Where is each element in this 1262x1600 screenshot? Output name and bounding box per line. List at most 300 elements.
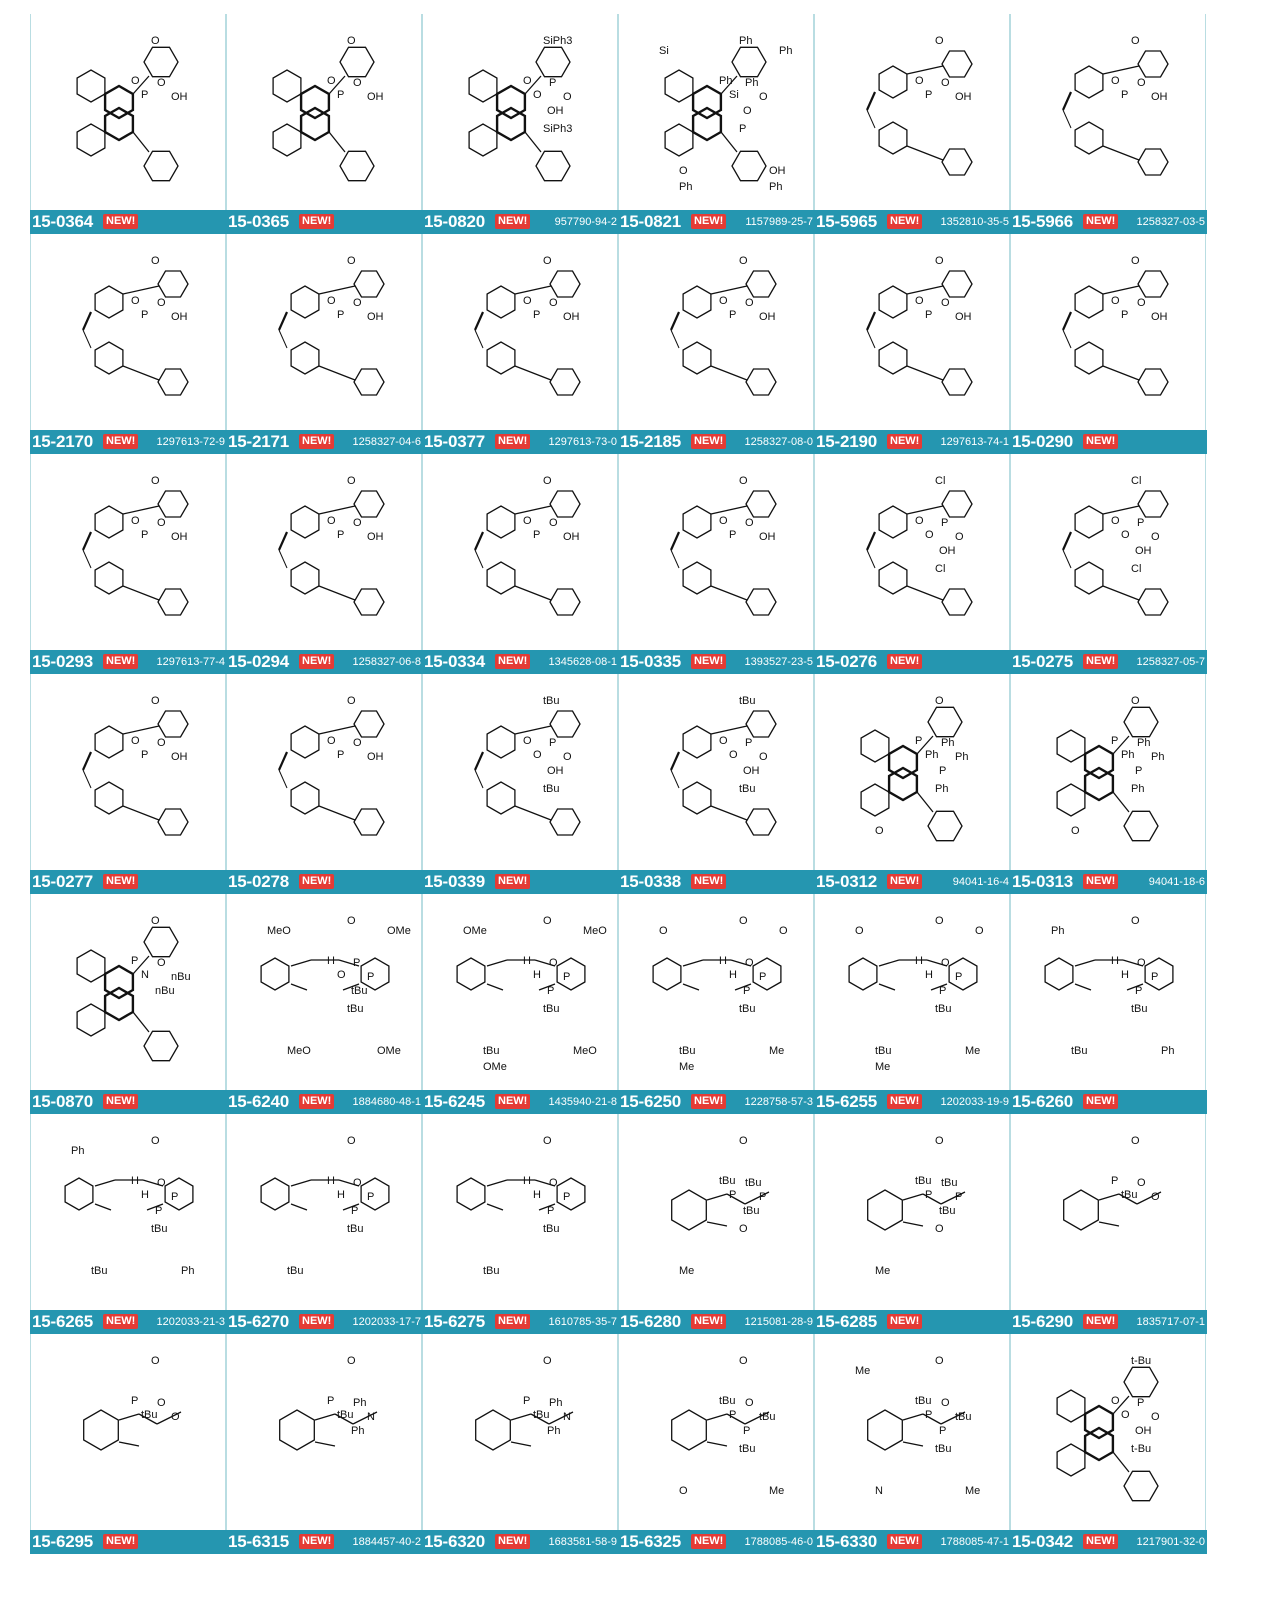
ring-bond: [1085, 1428, 1113, 1460]
product-label-bar: [814, 650, 1011, 674]
product-card[interactable]: [422, 1114, 618, 1334]
product-code[interactable]: 15-6285: [816, 1312, 877, 1331]
atom-label: O: [131, 735, 140, 747]
product-code[interactable]: 15-0294: [228, 652, 289, 671]
bond-line: [1103, 286, 1139, 294]
ring-bond: [354, 491, 384, 517]
structure-image: [815, 1114, 1011, 1310]
ring-bond: [753, 958, 781, 990]
product-code[interactable]: 15-6320: [424, 1532, 485, 1551]
bond-line: [83, 532, 91, 550]
atom-label: O: [1151, 1411, 1160, 1423]
atom-label: Ph: [1137, 737, 1151, 749]
ring-bond: [291, 506, 319, 538]
product-code[interactable]: 15-0339: [424, 872, 485, 891]
product-code[interactable]: 15-6290: [1012, 1312, 1073, 1331]
new-badge: NEW!: [691, 1534, 726, 1549]
atom-label: O: [549, 517, 558, 529]
atom-label: O: [779, 925, 788, 937]
atom-label: O: [327, 295, 336, 307]
atom-label: Ph: [549, 1397, 563, 1409]
atom-label: Cl: [1131, 563, 1142, 575]
product-card[interactable]: [1010, 234, 1206, 454]
product-card[interactable]: [1010, 14, 1206, 234]
atom-label: O: [1121, 529, 1130, 541]
bond-line: [1063, 312, 1071, 330]
atom-label: P: [759, 1191, 767, 1203]
bond-line: [319, 806, 355, 820]
ring-bond: [746, 271, 776, 297]
cas-number: 1884680-48-1: [352, 1096, 421, 1108]
bond-line: [917, 792, 933, 812]
new-badge: NEW!: [1083, 654, 1118, 669]
molecule-drawing: [423, 454, 619, 650]
product-card[interactable]: [1010, 894, 1206, 1114]
structure-image: [815, 14, 1011, 210]
atom-label: tBu: [739, 1443, 756, 1455]
ring-bond: [291, 286, 319, 318]
product-code[interactable]: 15-6325: [620, 1532, 681, 1551]
product-code[interactable]: 15-0276: [816, 652, 877, 671]
product-card[interactable]: [422, 894, 618, 1114]
new-badge: NEW!: [691, 1094, 726, 1109]
bond-line: [487, 960, 507, 966]
product-code[interactable]: 15-0364: [32, 212, 93, 231]
ring-bond: [95, 342, 123, 374]
atom-label: Ph: [181, 1265, 195, 1277]
product-card[interactable]: [618, 1334, 814, 1554]
product-code[interactable]: 15-0290: [1012, 432, 1073, 451]
product-card[interactable]: [814, 1334, 1010, 1554]
cas-number: 1297613-73-0: [548, 436, 617, 448]
ring-bond: [942, 271, 972, 297]
atom-label: P: [549, 737, 557, 749]
product-code[interactable]: 15-2190: [816, 432, 877, 451]
ring-bond: [77, 124, 105, 156]
new-badge: NEW!: [495, 654, 530, 669]
structure-image: [1011, 1334, 1207, 1530]
product-code[interactable]: 15-0313: [1012, 872, 1073, 891]
product-label-bar: [814, 870, 1011, 894]
atom-label: Ph: [745, 77, 759, 89]
product-card[interactable]: [422, 454, 618, 674]
atom-label: OH: [171, 531, 188, 543]
ring-bond: [653, 958, 681, 990]
structure-image: [227, 14, 423, 210]
ring-bond: [942, 149, 972, 175]
ring-bond: [1045, 958, 1073, 990]
product-code[interactable]: 15-0338: [620, 872, 681, 891]
new-badge: NEW!: [691, 654, 726, 669]
product-code[interactable]: 15-5965: [816, 212, 877, 231]
atom-label: P: [155, 1205, 163, 1217]
product-code[interactable]: 15-6330: [816, 1532, 877, 1551]
atom-label: P: [141, 309, 149, 321]
bond-line: [95, 1180, 115, 1186]
cas-number: 1258327-08-0: [744, 436, 813, 448]
bond-line: [475, 312, 483, 330]
product-code[interactable]: 15-6280: [620, 1312, 681, 1331]
structure-image: [1011, 454, 1207, 650]
product-code[interactable]: 15-6275: [424, 1312, 485, 1331]
product-card[interactable]: [1010, 674, 1206, 894]
product-code[interactable]: 15-6240: [228, 1092, 289, 1111]
atom-label: N: [563, 1411, 571, 1423]
bond-line: [907, 286, 943, 294]
atom-label: O: [935, 255, 944, 267]
bond-line: [1103, 66, 1139, 74]
new-badge: NEW!: [103, 1314, 138, 1329]
bond-line: [525, 132, 541, 152]
molecule-drawing: [1011, 234, 1207, 430]
bond-line: [515, 726, 551, 734]
product-label-bar: [814, 1090, 1011, 1114]
ring-bond: [746, 369, 776, 395]
atom-label: O: [347, 35, 356, 47]
atom-label: P: [939, 1425, 947, 1437]
ring-bond: [746, 491, 776, 517]
atom-label: MeO: [583, 925, 607, 937]
product-card[interactable]: [226, 674, 422, 894]
product-card[interactable]: [226, 894, 422, 1114]
bond-line: [903, 1442, 923, 1446]
product-label-bar: [422, 1310, 619, 1334]
ring-bond: [550, 589, 580, 615]
atom-label: Me: [769, 1045, 785, 1057]
structure-image: [31, 1334, 227, 1530]
atom-label: P: [925, 309, 933, 321]
product-card[interactable]: [814, 14, 1010, 234]
atom-label: O: [157, 1177, 166, 1189]
product-card[interactable]: [422, 14, 618, 234]
bond-line: [903, 1414, 923, 1420]
product-code[interactable]: 15-0870: [32, 1092, 93, 1111]
product-card[interactable]: [30, 234, 226, 454]
product-card[interactable]: [30, 674, 226, 894]
ring-bond: [1124, 707, 1158, 736]
cas-number: 1393527-23-5: [744, 656, 813, 668]
product-label-bar: [226, 210, 423, 234]
bond-line: [123, 726, 159, 734]
product-code[interactable]: 15-0820: [424, 212, 485, 231]
atom-label: tBu: [955, 1411, 972, 1423]
cas-number: 1258327-06-8: [352, 656, 421, 668]
product-code[interactable]: 15-5966: [1012, 212, 1073, 231]
molecule-drawing: [423, 14, 619, 210]
product-card[interactable]: [618, 1114, 814, 1334]
bond-line: [1075, 984, 1091, 990]
atom-label: P: [523, 1395, 531, 1407]
bond-line: [123, 806, 159, 820]
product-code[interactable]: 15-0335: [620, 652, 681, 671]
atom-label: Ph: [1051, 925, 1065, 937]
ring-bond: [469, 124, 497, 156]
product-card[interactable]: [618, 234, 814, 454]
product-code[interactable]: 15-0278: [228, 872, 289, 891]
atom-label: O: [915, 295, 924, 307]
ring-bond: [861, 730, 889, 762]
product-card[interactable]: [30, 14, 226, 234]
bond-line: [671, 312, 679, 330]
ring-bond: [1075, 122, 1103, 154]
product-code[interactable]: 15-6265: [32, 1312, 93, 1331]
atom-label: O: [925, 529, 934, 541]
atom-label: OH: [367, 531, 384, 543]
product-card[interactable]: [30, 454, 226, 674]
ring-bond: [261, 958, 289, 990]
atom-label: O: [151, 915, 160, 927]
atom-label: tBu: [141, 1409, 158, 1421]
ring-bond: [158, 711, 188, 737]
atom-label: O: [549, 1177, 558, 1189]
product-code[interactable]: 15-6315: [228, 1532, 289, 1551]
atom-label: P: [1137, 517, 1145, 529]
bond-line: [83, 550, 91, 568]
atom-label: O: [659, 925, 668, 937]
product-code[interactable]: 15-6255: [816, 1092, 877, 1111]
product-card[interactable]: [814, 674, 1010, 894]
structure-image: [227, 1114, 423, 1310]
molecule-drawing: [1011, 1334, 1207, 1530]
atom-label: P: [743, 1425, 751, 1437]
cas-number: 1788085-47-1: [940, 1536, 1009, 1548]
cas-number: 957790-94-2: [554, 216, 617, 228]
product-card[interactable]: [30, 1114, 226, 1334]
atom-label: O: [739, 1355, 748, 1367]
product-label-bar: [618, 650, 815, 674]
ring-bond: [928, 707, 962, 736]
bond-line: [475, 330, 483, 348]
atom-label: P: [141, 749, 149, 761]
atom-label: OH: [955, 91, 972, 103]
new-badge: NEW!: [887, 1094, 922, 1109]
ring-bond: [77, 950, 105, 982]
ring-bond: [144, 1031, 178, 1060]
product-card[interactable]: [618, 674, 814, 894]
atom-label: O: [941, 957, 950, 969]
atom-label: H: [719, 955, 727, 967]
ring-bond: [1057, 784, 1085, 816]
structure-image: [815, 454, 1011, 650]
ring-bond: [158, 589, 188, 615]
product-code[interactable]: 15-6250: [620, 1092, 681, 1111]
ring-bond: [1138, 271, 1168, 297]
atom-label: H: [1121, 969, 1129, 981]
atom-label: OH: [547, 105, 564, 117]
ring-bond: [144, 151, 178, 180]
ring-bond: [683, 506, 711, 538]
product-code[interactable]: 15-2185: [620, 432, 681, 451]
structure-image: [1011, 894, 1207, 1090]
cas-number: 1258327-03-5: [1136, 216, 1205, 228]
product-card[interactable]: [1010, 1334, 1206, 1554]
product-card[interactable]: [618, 894, 814, 1114]
ring-bond: [476, 1410, 511, 1450]
atom-label: O: [935, 695, 944, 707]
bond-line: [867, 550, 875, 568]
product-code[interactable]: 15-6260: [1012, 1092, 1073, 1111]
product-card[interactable]: [1010, 1114, 1206, 1334]
ring-bond: [273, 124, 301, 156]
product-code[interactable]: 15-0365: [228, 212, 289, 231]
product-code[interactable]: 15-0277: [32, 872, 93, 891]
bond-line: [319, 366, 355, 380]
bond-line: [1113, 1452, 1129, 1472]
ring-bond: [77, 1004, 105, 1036]
product-code[interactable]: 15-0334: [424, 652, 485, 671]
atom-label: O: [337, 969, 346, 981]
atom-label: O: [327, 735, 336, 747]
structure-image: [31, 1114, 227, 1310]
atom-label: O: [543, 915, 552, 927]
product-label-bar: [1010, 430, 1207, 454]
product-label-bar: [226, 1310, 423, 1334]
atom-label: P: [941, 517, 949, 529]
structure-image: [423, 1114, 619, 1310]
new-badge: NEW!: [887, 654, 922, 669]
product-card[interactable]: [30, 894, 226, 1114]
product-card[interactable]: [814, 234, 1010, 454]
atom-label: O: [745, 1397, 754, 1409]
atom-label: O: [151, 255, 160, 267]
product-card[interactable]: [422, 1334, 618, 1554]
product-code[interactable]: 15-0377: [424, 432, 485, 451]
cas-number: 94041-16-4: [952, 876, 1009, 888]
atom-label: O: [347, 1135, 356, 1147]
ring-bond: [683, 562, 711, 594]
ring-bond: [340, 151, 374, 180]
ring-bond: [158, 809, 188, 835]
product-code[interactable]: 15-6295: [32, 1532, 93, 1551]
atom-label: P: [131, 955, 139, 967]
atom-label: P: [745, 737, 753, 749]
ring-bond: [868, 1190, 903, 1230]
atom-label: P: [729, 1409, 737, 1421]
bond-line: [319, 726, 355, 734]
structure-image: [1011, 14, 1207, 210]
product-code[interactable]: 15-0275: [1012, 652, 1073, 671]
atom-label: Me: [679, 1061, 695, 1073]
ring-bond: [879, 66, 907, 98]
atom-label: P: [939, 765, 947, 777]
ring-bond: [1057, 1444, 1085, 1476]
bond-line: [319, 506, 355, 514]
bond-line: [315, 1414, 335, 1420]
atom-label: O: [1131, 695, 1140, 707]
molecule-drawing: [815, 894, 1011, 1090]
new-badge: NEW!: [103, 1534, 138, 1549]
product-code[interactable]: 15-2170: [32, 432, 93, 451]
ring-bond: [273, 70, 301, 102]
atom-label: OMe: [377, 1045, 401, 1057]
structure-image: [619, 234, 815, 430]
ring-bond: [1075, 506, 1103, 538]
bond-line: [123, 586, 159, 600]
product-card[interactable]: [422, 234, 618, 454]
ring-bond: [1085, 768, 1113, 800]
product-card[interactable]: [226, 454, 422, 674]
atom-label: MeO: [573, 1045, 597, 1057]
product-code[interactable]: 15-0312: [816, 872, 877, 891]
structure-image: [31, 894, 227, 1090]
product-label-bar: [422, 430, 619, 454]
atom-label: Ph: [1161, 1045, 1175, 1057]
product-card[interactable]: [814, 454, 1010, 674]
atom-label: t-Bu: [1131, 1443, 1152, 1455]
product-card[interactable]: [618, 454, 814, 674]
structure-image: [619, 14, 815, 210]
structure-image: [619, 1114, 815, 1310]
product-card[interactable]: [1010, 454, 1206, 674]
atom-label: O: [719, 735, 728, 747]
ring-bond: [84, 1410, 119, 1450]
product-code[interactable]: 15-6270: [228, 1312, 289, 1331]
product-card[interactable]: [814, 894, 1010, 1114]
product-card[interactable]: [226, 1114, 422, 1334]
ring-bond: [354, 271, 384, 297]
atom-label: O: [739, 255, 748, 267]
atom-label: OH: [171, 311, 188, 323]
atom-label: O: [935, 1355, 944, 1367]
product-code[interactable]: 15-0821: [620, 212, 681, 231]
atom-label: OH: [171, 751, 188, 763]
atom-label: tBu: [743, 1205, 760, 1217]
product-code[interactable]: 15-0342: [1012, 1532, 1073, 1551]
ring-bond: [665, 124, 693, 156]
product-label-bar: [618, 1310, 815, 1334]
atom-label: Ph: [769, 181, 783, 193]
ring-bond: [291, 342, 319, 374]
product-code[interactable]: 15-0293: [32, 652, 93, 671]
product-code[interactable]: 15-2171: [228, 432, 289, 451]
cas-number: 1683581-58-9: [548, 1536, 617, 1548]
ring-bond: [1057, 730, 1085, 762]
product-card[interactable]: [226, 1334, 422, 1554]
product-card[interactable]: [226, 14, 422, 234]
product-card[interactable]: [422, 674, 618, 894]
bond-line: [279, 532, 287, 550]
structure-image: [423, 1334, 619, 1530]
structure-image: [227, 234, 423, 430]
product-label-bar: [618, 870, 815, 894]
atom-label: Me: [679, 1265, 695, 1277]
atom-label: P: [547, 1205, 555, 1217]
product-card[interactable]: [814, 1114, 1010, 1334]
atom-label: H: [327, 1175, 335, 1187]
product-code[interactable]: 15-6245: [424, 1092, 485, 1111]
product-label-bar: [1010, 1310, 1207, 1334]
ring-bond: [261, 1178, 289, 1210]
product-card[interactable]: [30, 1334, 226, 1554]
bond-line: [515, 366, 551, 380]
product-card[interactable]: [618, 14, 814, 234]
product-label-bar: [1010, 1090, 1207, 1114]
ring-bond: [550, 711, 580, 737]
bond-line: [1103, 506, 1139, 514]
product-label-bar: [226, 1090, 423, 1114]
new-badge: NEW!: [691, 214, 726, 229]
product-card[interactable]: [226, 234, 422, 454]
bond-line: [1063, 92, 1071, 110]
bond-line: [475, 532, 483, 550]
structure-image: [423, 14, 619, 210]
ring-bond: [1075, 66, 1103, 98]
cas-number: 1610785-35-7: [548, 1316, 617, 1328]
new-badge: NEW!: [103, 1094, 138, 1109]
ring-bond: [95, 782, 123, 814]
ring-bond: [879, 506, 907, 538]
ring-bond: [291, 562, 319, 594]
